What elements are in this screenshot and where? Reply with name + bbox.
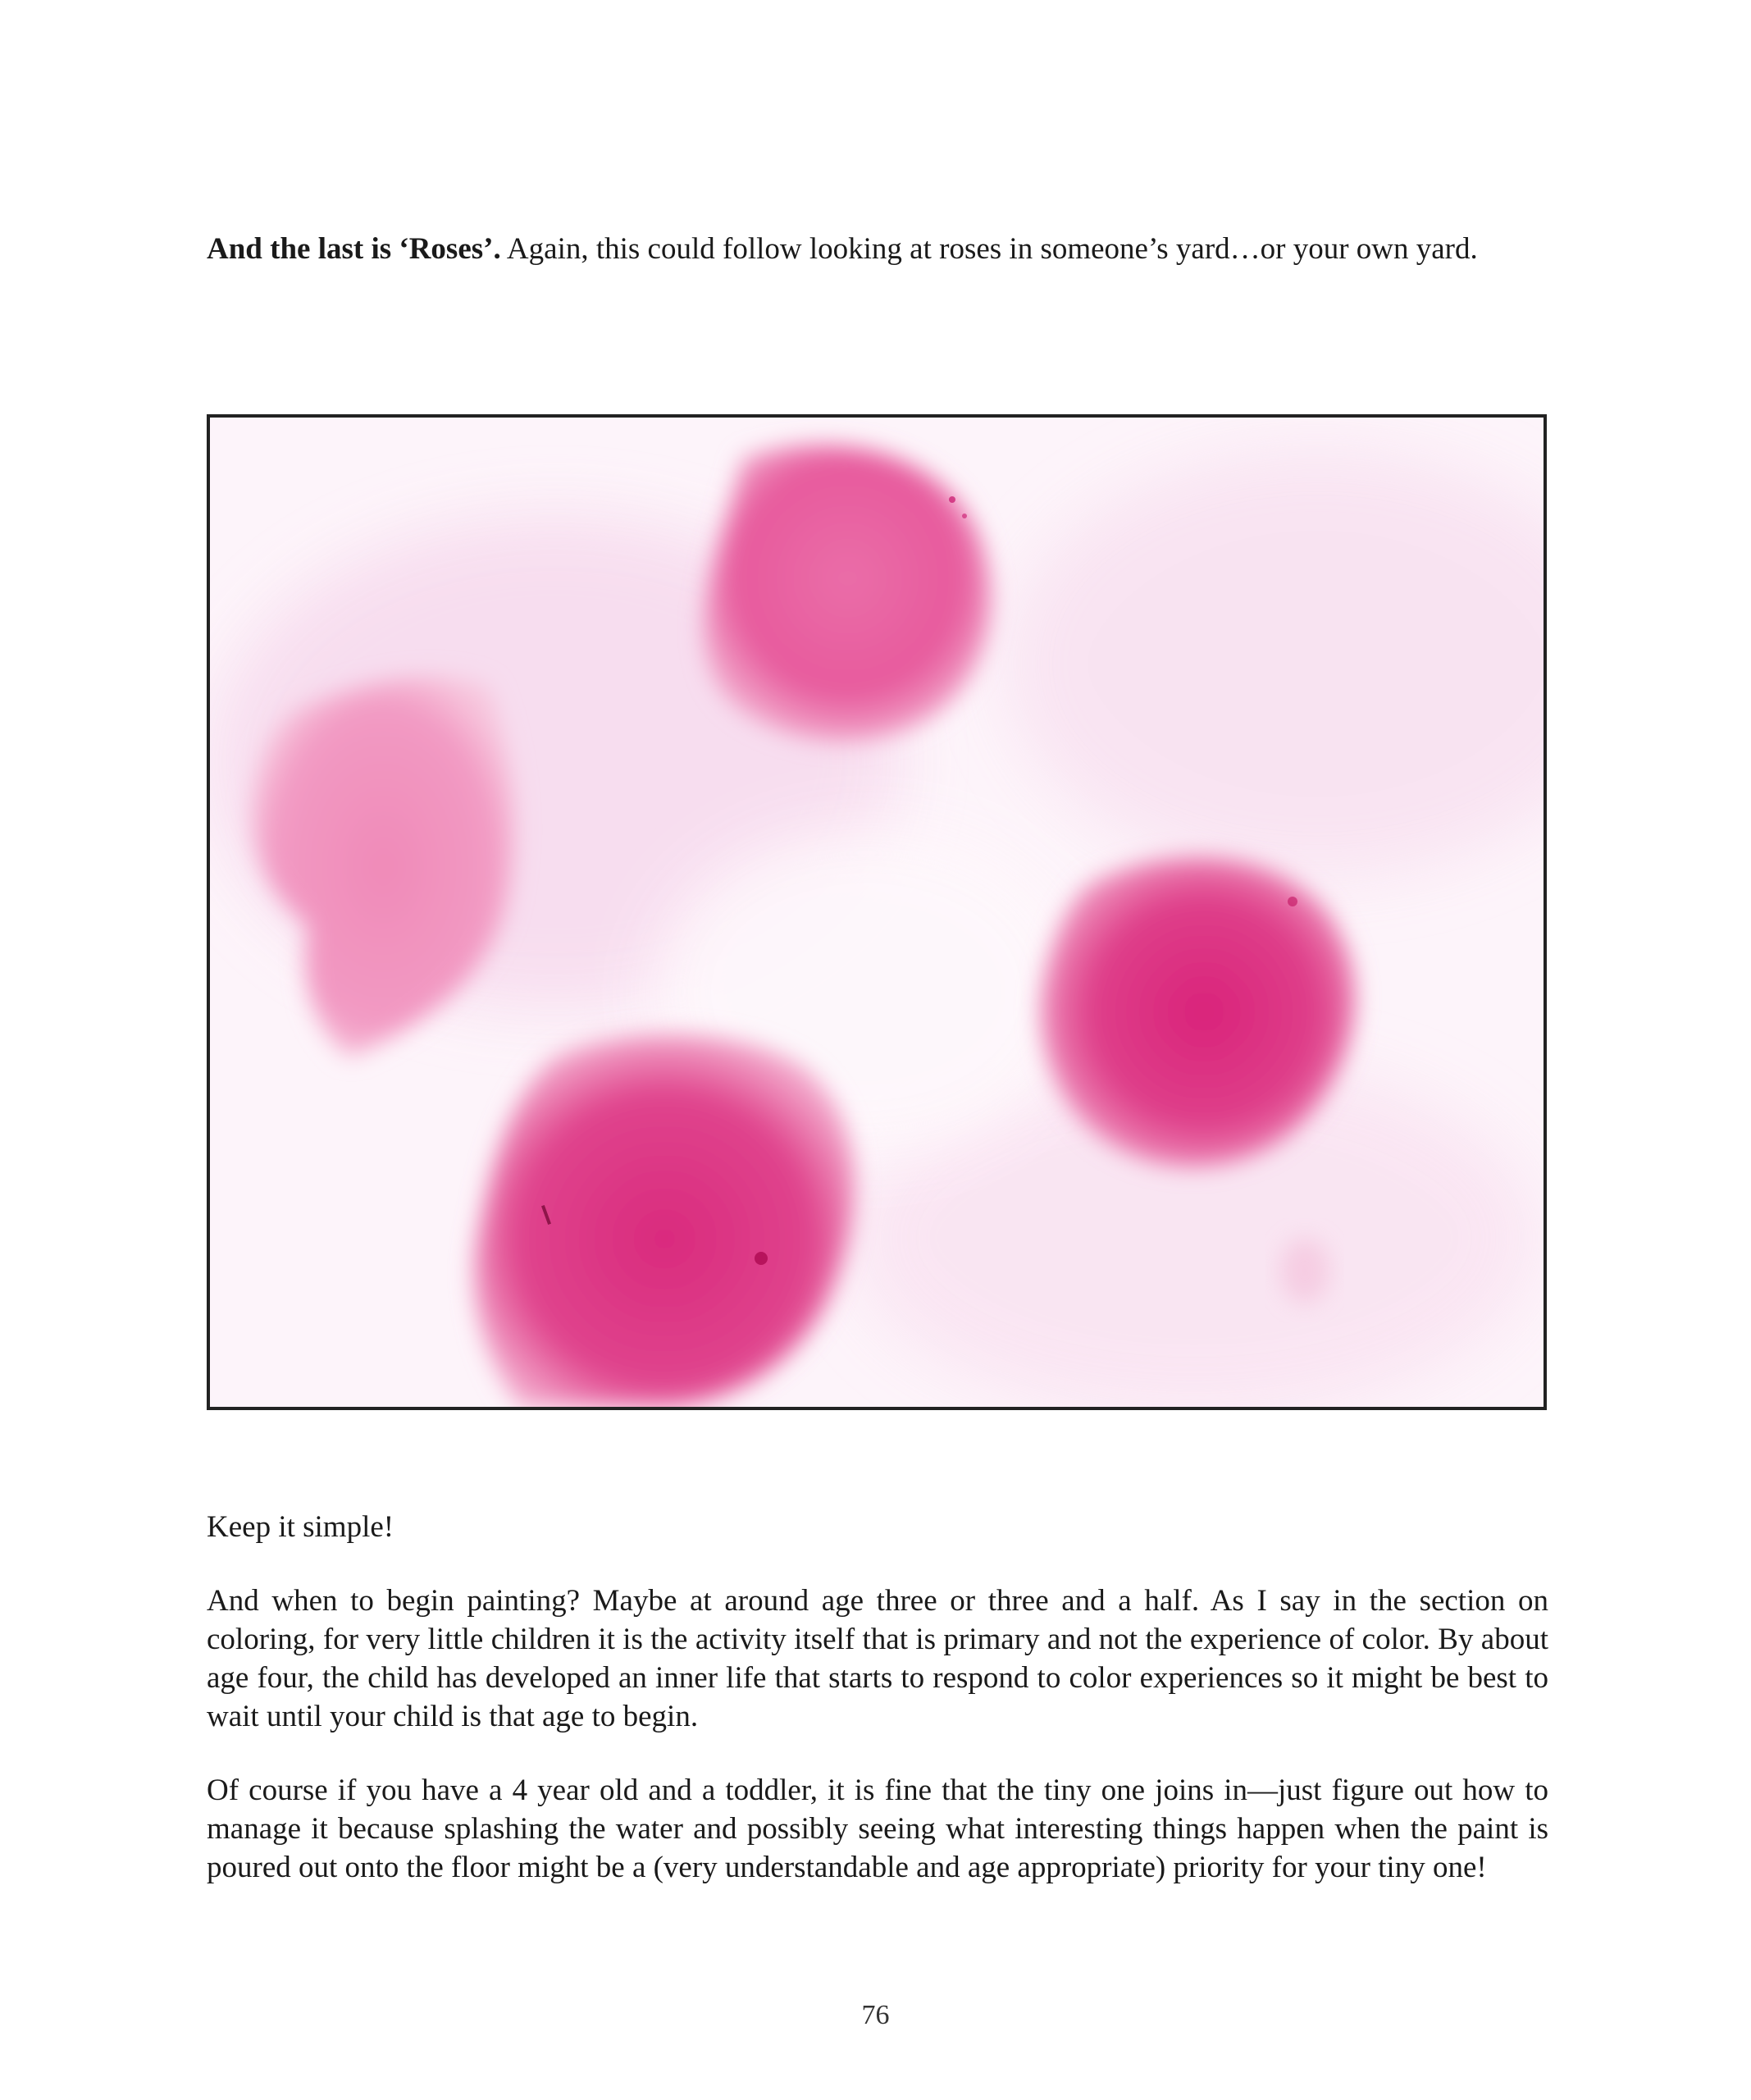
paragraph-keep-simple: Keep it simple!	[207, 1510, 394, 1544]
page-number: 76	[861, 2000, 890, 2030]
watercolor-roses-illustration	[210, 418, 1544, 1407]
intro-bold-lead: And the last is ‘Roses’.	[207, 232, 501, 266]
intro-rest: Again, this could follow looking at roses in someone’s yard…or your own yard.	[500, 232, 1478, 266]
roses-painting	[207, 414, 1547, 1410]
paragraph-toddler: Of course if you have a 4 year old and a toddler, it is fine that the tiny one joins in—just figure out how to manage it because splashing the water and possibly seeing what interesting things happen when the paint is poured out onto the floor might be a (very understandable and age appropriate) priority for your tiny one!	[207, 1774, 1548, 1884]
paragraph-when-to-begin: And when to begin painting? Maybe at around age three or three and a half. As I say in the section on coloring, for very little children it is the activity itself that is primary and not the experience of color. By about age four, the child has developed an inner life that starts to respond to color experiences so it might be best to wait until your child is that age to begin.	[207, 1584, 1548, 1733]
intro-paragraph	[207, 230, 1548, 268]
